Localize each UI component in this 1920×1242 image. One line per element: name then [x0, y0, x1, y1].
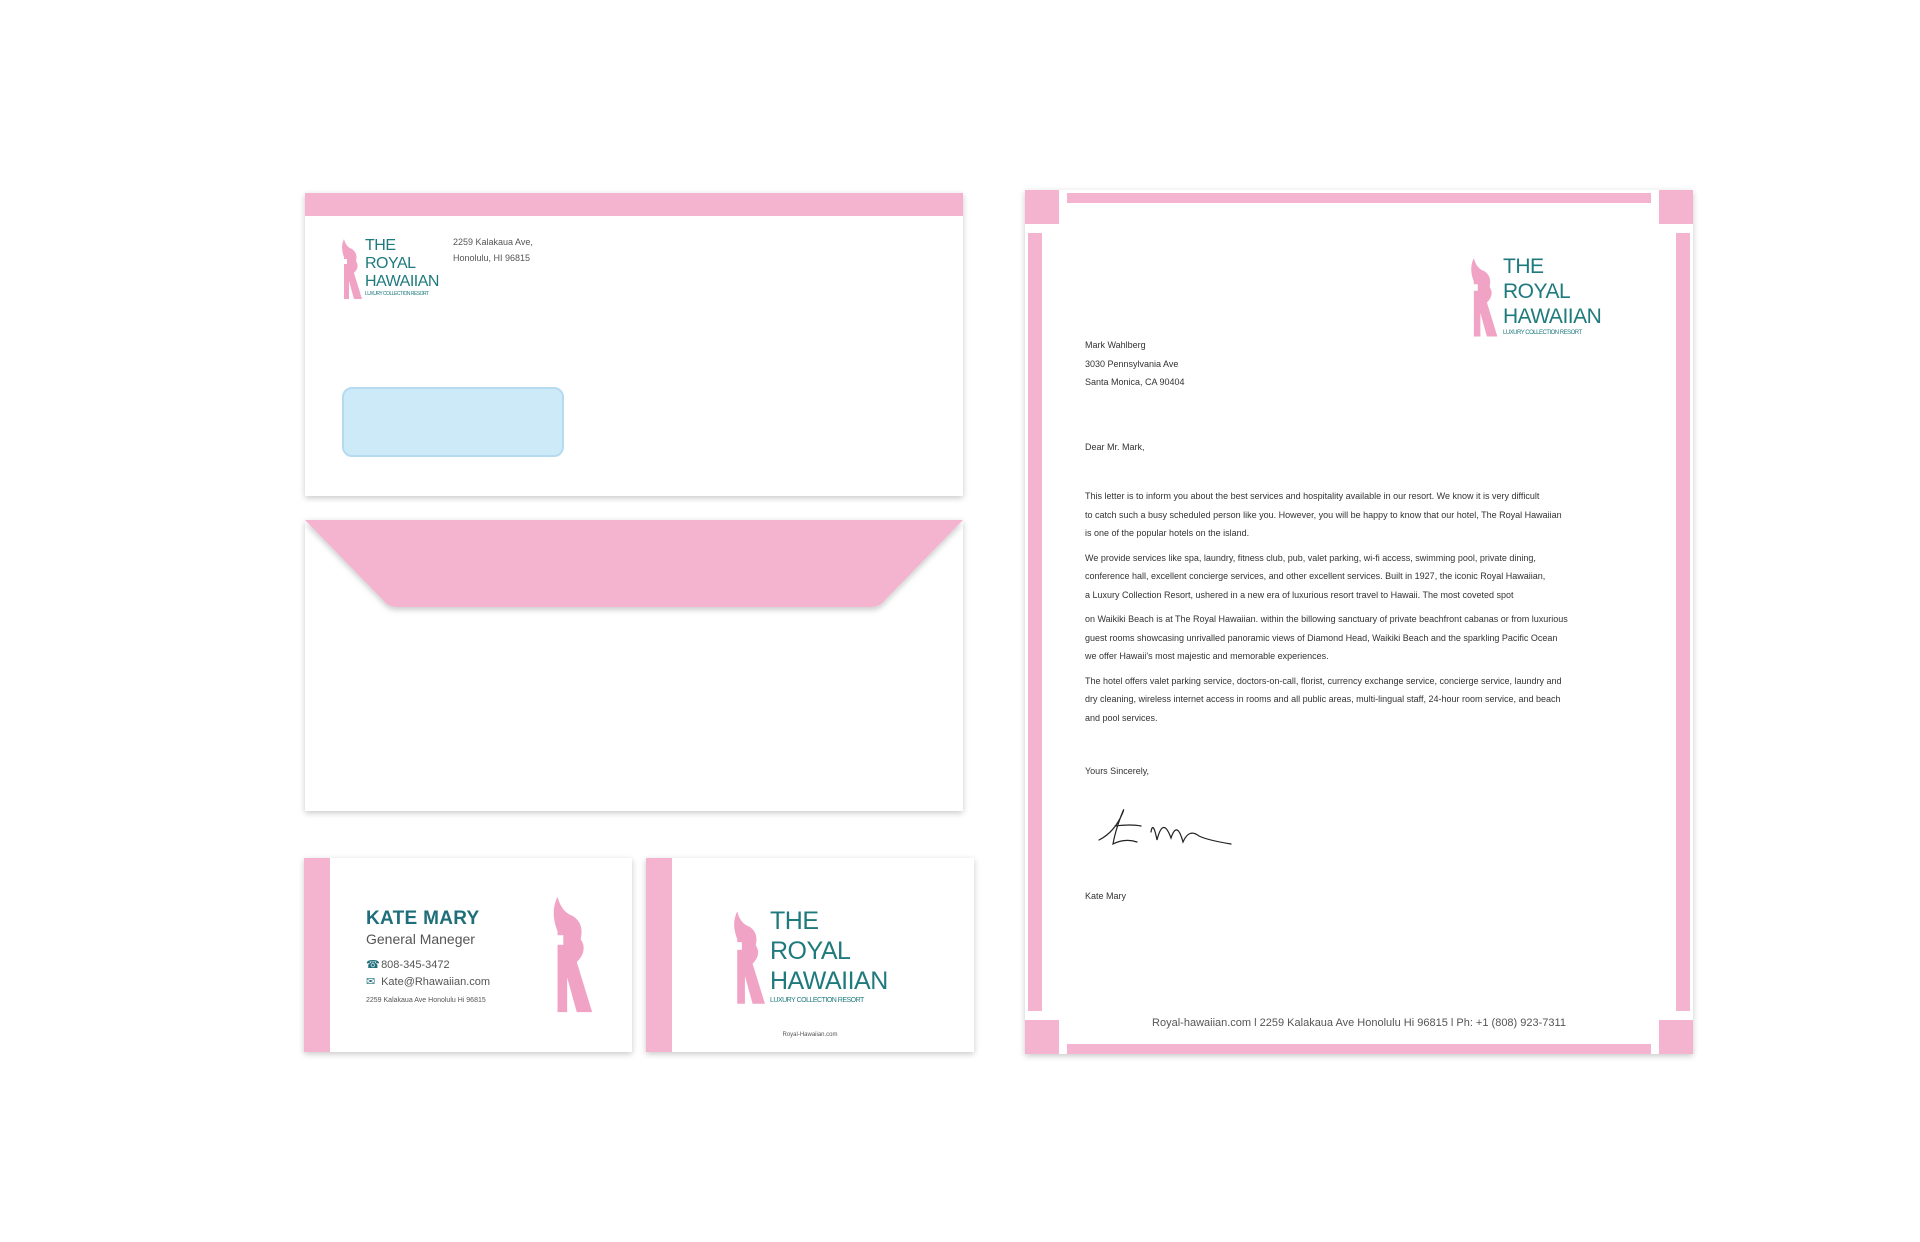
royal-hawaiian-mark-icon — [338, 237, 364, 299]
return-address-line-1: 2259 Kalakaua Ave, — [453, 237, 533, 247]
logo-line-1: THE — [365, 237, 396, 254]
logo-line-1: THE — [770, 907, 819, 935]
business-card-back — [646, 858, 974, 1052]
paragraph-4 — [1085, 672, 1645, 728]
brand-logo — [728, 906, 918, 1006]
royal-hawaiian-mark-icon — [546, 890, 596, 1015]
text-line: We provide services like spa, laundry, fitness club, pub, valet parking, wi-fi access, swimming pool, private dining, — [1085, 552, 1536, 563]
salutation: Dear Mr. Mark, — [1085, 442, 1145, 452]
text-line: conference hall, excellent concierge services, and other excellent services. Built in 1927, the iconic Royal Hawaiian, — [1085, 571, 1546, 581]
return-address — [453, 234, 533, 266]
business-card-front — [304, 858, 632, 1052]
logo-line-2: ROYAL — [365, 255, 416, 272]
text-line: on Waikiki Beach is at The Royal Hawaiian. within the billowing sanctuary of private beachfront cabanas or from luxurious — [1085, 614, 1568, 624]
paragraph-3 — [1085, 610, 1645, 666]
recipient-city: Santa Monica, CA 90404 — [1085, 377, 1185, 387]
text-line: This letter is to inform you about the best services and hospitality available in our resort. We know it is very difficult — [1085, 491, 1540, 501]
return-address-line-2: Honolulu, HI 96815 — [453, 253, 531, 263]
closing: Yours Sincerely, — [1085, 766, 1150, 776]
card-name: KATE MARY — [366, 908, 480, 929]
text-line: dry cleaning, wireless internet access in rooms and all public areas, multi-lingual staff, 24-hour room service, and beach — [1085, 694, 1561, 704]
card-phone-row — [366, 958, 450, 971]
text-line: guest rooms showcasing unrivalled panoramic views of Diamond Head, Waikiki Beach and the sparkling Pacific Ocean — [1085, 632, 1558, 643]
card-email: Kate@Rhawaiian.com — [381, 976, 491, 988]
paragraph-2 — [1085, 549, 1645, 605]
brand-logo — [338, 237, 453, 299]
frame-top — [1067, 193, 1651, 203]
text-line: The hotel offers valet parking service, doctors-on-call, florist, currency exchange service, concierge service, laundry and — [1085, 675, 1562, 686]
envelope-back — [305, 520, 963, 811]
frame-corner — [1659, 190, 1693, 224]
frame-bottom — [1067, 1044, 1651, 1054]
card-title: General Maneger — [366, 931, 475, 947]
text-line: and pool services. — [1085, 712, 1158, 723]
text-line: a Luxury Collection Resort, ushered in a new era of luxurious resort travel to Hawaii. The most coveted spot — [1085, 589, 1514, 600]
card-email-row — [366, 975, 490, 988]
logo-tagline: LUXURY COLLECTION RESORT — [770, 997, 864, 1004]
recipient-name: Mark Wahlberg — [1085, 340, 1146, 350]
text-line: to catch such a busy scheduled person like you. However, you will be happy to know that our hotel, The Royal Hawaiian — [1085, 509, 1562, 520]
phone-icon: ☎ — [366, 959, 380, 971]
card-phone: 808-345-3472 — [381, 959, 450, 971]
logo-tagline: LUXURY COLLECTION RESORT — [365, 291, 429, 297]
text-line: we offer Hawaii's most majestic and memorable experiences. — [1085, 651, 1329, 661]
card-website: Royal-Hawaiian.com — [782, 1032, 838, 1038]
logo-line-3: HAWAIIAN — [770, 967, 888, 995]
frame-left — [1028, 233, 1042, 1011]
logo-line-3: HAWAIIAN — [365, 273, 439, 290]
paragraph-1 — [1085, 487, 1645, 543]
envelope-flap — [305, 520, 963, 620]
signature — [1095, 802, 1245, 850]
logo-line-2: ROYAL — [1503, 280, 1571, 303]
logo-line-2: ROYAL — [770, 937, 851, 965]
card-stripe — [304, 858, 330, 1052]
signer-name: Kate Mary — [1085, 891, 1127, 901]
envelope-icon: ✉ — [366, 976, 376, 988]
recipient-block — [1085, 336, 1185, 392]
letterhead — [1025, 190, 1693, 1054]
logo-line-3: HAWAIIAN — [1503, 305, 1602, 328]
card-address: 2259 Kalakaua Ave Honolulu Hi 96815 — [366, 997, 486, 1004]
brand-logo — [1466, 254, 1626, 340]
frame-right — [1676, 233, 1690, 1011]
logo-line-1: THE — [1503, 255, 1544, 278]
letter-footer: Royal-hawaiian.com l 2259 Kalakaua Ave Honolulu Hi 96815 l Ph: +1 (808) 923-7311 — [1152, 1017, 1566, 1029]
royal-hawaiian-mark-icon — [1466, 254, 1500, 338]
card-stripe — [646, 858, 672, 1052]
logo-tagline: LUXURY COLLECTION RESORT — [1503, 330, 1582, 336]
frame-corner — [1025, 190, 1059, 224]
letter-body — [1085, 487, 1645, 733]
envelope-top-band — [305, 193, 963, 216]
recipient-street: 3030 Pennsylvania Ave — [1085, 358, 1179, 369]
address-window — [342, 387, 564, 457]
royal-hawaiian-mark-icon — [728, 906, 768, 1006]
envelope-front — [305, 193, 963, 496]
text-line: is one of the popular hotels on the island. — [1085, 528, 1250, 538]
